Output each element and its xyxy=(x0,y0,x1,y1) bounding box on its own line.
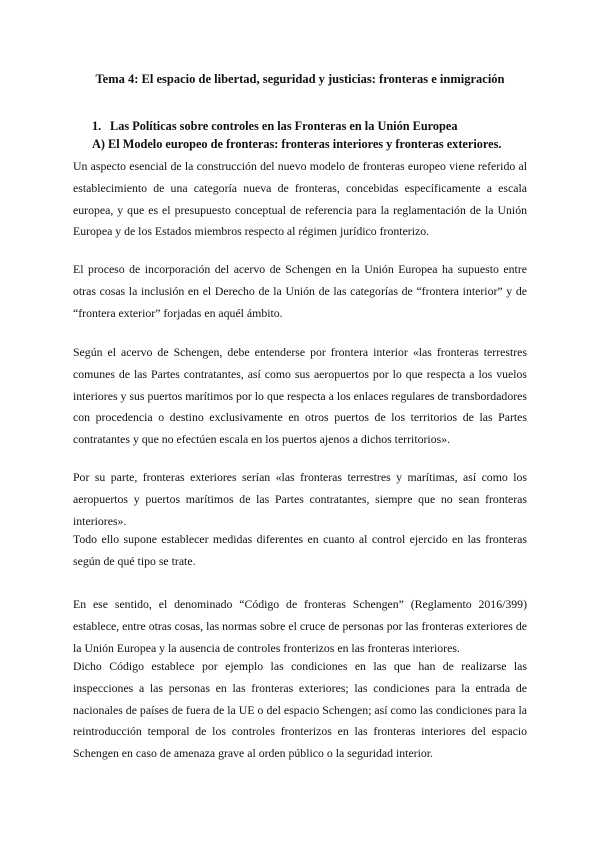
paragraph: En ese sentido, el denominado “Código de fronteras Schengen” (Reglamento 2016/399) establece, entre otras cosas, las normas sobre el cruce de personas por las fronteras exteriores de la Unión Europea y la ausencia de controles fronterizos en las fronteras interiores. xyxy=(73,597,527,655)
paragraph: Por su parte, fronteras exteriores serían «las fronteras terrestres y marítimas, así como los aeropuertos y puertos marítimos de las Partes contratantes, siempre que no sean fronteras interiores». xyxy=(73,470,527,528)
subsection-heading: A) El Modelo europeo de fronteras: fronteras interiores y fronteras exteriores. xyxy=(92,137,502,151)
paragraph: Un aspecto esencial de la construcción del nuevo modelo de fronteras europeo viene referido al establecimiento de una categoría nueva de fronteras, concebidas específicamente a escala europea, y que es el presupuesto conceptual de referencia para la reglamentación de la Unión Europea y de los Estados miembros respecto al régimen jurídico fronterizo. xyxy=(73,159,527,239)
paragraph: Dicho Código establece por ejemplo las condiciones en las que han de realizarse las inspecciones a las personas en las fronteras exteriores; las condiciones para la entrada de nacionales de países de fuera de la UE o del espacio Schengen; así como las condiciones para la reintroducción temporal de los controles fronterizos en las fronteras interiores del espacio Schengen en caso de amenaza grave al orden público o la seguridad interior. xyxy=(73,659,527,761)
section-heading xyxy=(92,119,458,134)
document-title: Tema 4: El espacio de libertad, seguridad y justicias: fronteras e inmigración xyxy=(95,72,505,86)
section-label: Las Políticas sobre controles en las Fronteras en la Unión Europea xyxy=(110,119,458,133)
paragraph: Todo ello supone establecer medidas diferentes en cuanto al control ejercido en las fronteras según de qué tipo se trate. xyxy=(73,532,527,568)
paragraph: Según el acervo de Schengen, debe entenderse por frontera interior «las fronteras terrestres comunes de las Partes contratantes, así como sus aeropuertos por lo que respecta a los vuelos interiores y sus puertos marítimos por lo que respecta a los enlaces regulares de transbordadores con procedencia o destino exclusivamente en otros puertos de los territorios de las Partes contratantes y que no efectúen escala en los puertos ajenos a dichos territorios». xyxy=(73,345,527,447)
section-number: 1. xyxy=(92,119,102,133)
paragraph: El proceso de incorporación del acervo de Schengen en la Unión Europea ha supuesto entre otras cosas la inclusión en el Derecho de la Unión de las categorías de “frontera interior” y de “frontera exterior” forjadas en aquél ámbito. xyxy=(73,262,527,320)
